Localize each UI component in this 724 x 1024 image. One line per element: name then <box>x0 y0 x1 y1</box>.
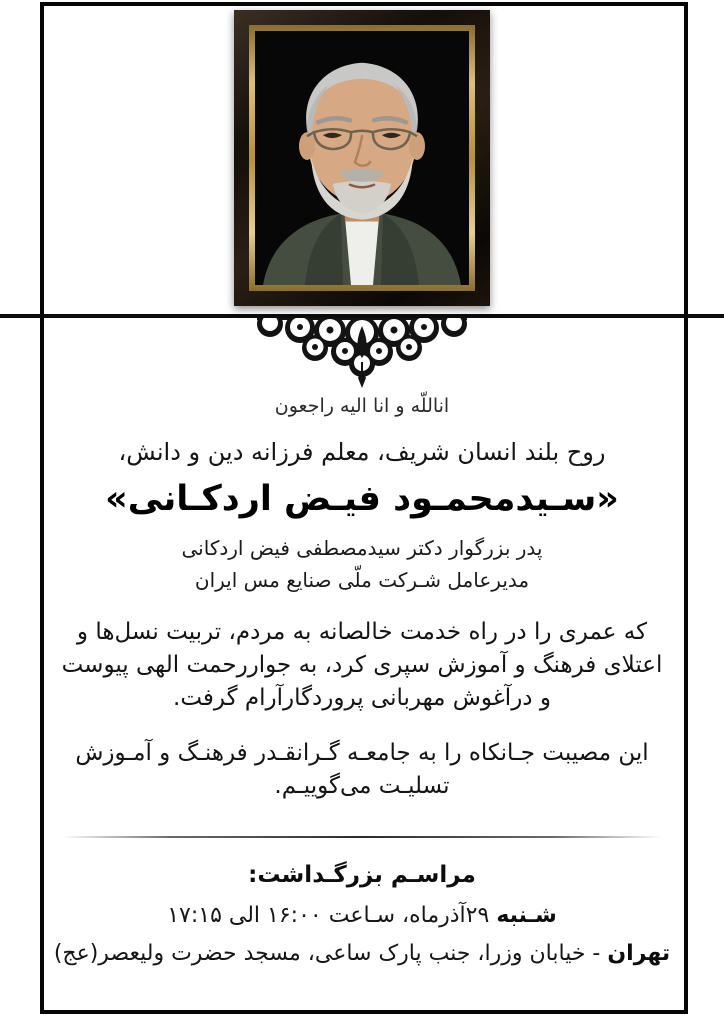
event-title: مراسـم بزرگـداشت: <box>248 862 476 888</box>
paragraph-line: و درآغوش مهربانی پروردگارآرام گرفت. <box>173 685 551 711</box>
paragraph-line: این مصیبت جـانکاه را به جامعـه گـرانقـدر فرهنـگ و آمـوزش <box>75 740 649 766</box>
eulogy-paragraph-2 <box>0 737 724 803</box>
floral-ornament <box>257 318 467 390</box>
event-location-line <box>0 939 724 969</box>
quranic-verse: اناللّه و انا الیه راجعون <box>274 395 450 417</box>
relation-line: پدر بزرگوار دکتر سیدمصطفی فیض اردکانی <box>181 536 543 560</box>
paragraph-line: تسلیـت می‌گوییـم. <box>274 773 450 799</box>
full-width-rule <box>0 314 724 318</box>
portrait-frame <box>234 10 490 306</box>
paragraph-line: که عمری را در راه خدمت خالصانه به مردم، تربیت نسل‌ها و <box>76 619 648 645</box>
eulogy-intro-line: روح بلند انسان شریف، معلم فرزانه دین و دانش، <box>118 438 606 466</box>
footer-divider-line <box>62 836 662 838</box>
event-city: تهران <box>607 941 671 966</box>
portrait-gold-trim <box>249 25 475 291</box>
event-datetime-line <box>0 901 724 931</box>
deceased-name: «سـیدمحمـود فیـض اردکـانی» <box>105 479 619 519</box>
event-day: شـنبه <box>496 903 557 928</box>
portrait-photo <box>255 31 469 285</box>
eulogy-paragraph-1 <box>0 616 724 715</box>
event-details-section <box>0 860 724 969</box>
event-date-time: ۲۹آذرماه، سـاعت ۱۶:۰۰ الی ۱۷:۱۵ <box>167 903 490 928</box>
eulogy-section <box>0 393 724 803</box>
role-line: مدیرعامل شـرکت ملّی صنایع مس ایران <box>194 568 530 592</box>
event-address: - خیابان وزرا، جنب پارک ساعی، مسجد حضرت ولیعصر(عج) <box>53 941 601 966</box>
paragraph-line: اعتلای فرهنگ و آموزش سپری کرد، به جواررحمت الهی پیوست <box>61 652 663 678</box>
